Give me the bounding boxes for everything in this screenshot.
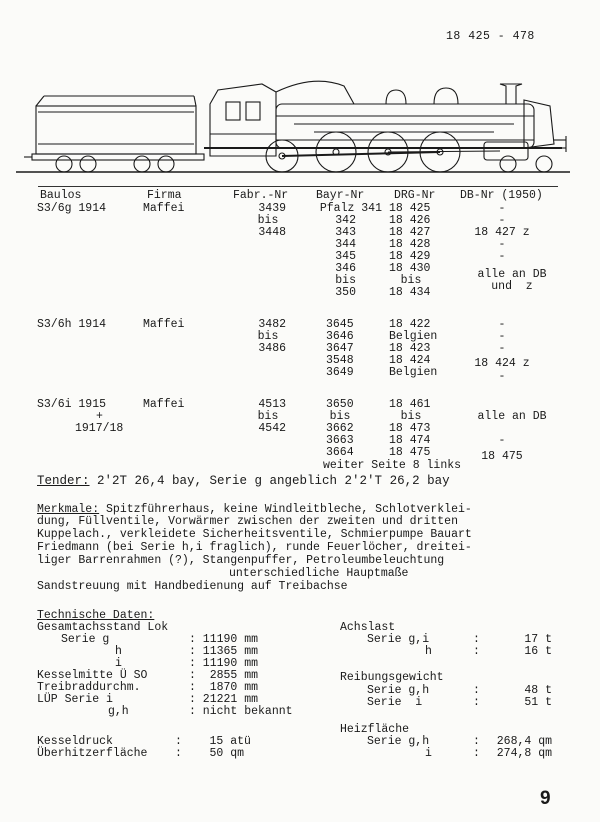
tech-colon: :: [473, 645, 480, 658]
tech-label: Überhitzerfläche: [37, 747, 148, 760]
g2-drg: Belgien: [389, 366, 438, 379]
tech-achslast: Achslast: [340, 621, 396, 634]
header-fabr: Fabr.-Nr: [233, 189, 289, 202]
merkmale-line-2: dung, Füllventile, Vorwärmer zwischen der zweiten und dritten: [37, 515, 458, 528]
merkmale-line-4: Friedmann (bei Serie h,i fraglich), runde Feuerlöcher, dreitei-: [37, 541, 472, 554]
g1-bayr: 350: [335, 286, 356, 299]
g1-bayr: bis: [335, 274, 356, 287]
merkmale-line-7: Sandstreuung mit Handbedienung auf Treibachse: [37, 580, 348, 593]
tech-value: : 21221 mm: [189, 693, 259, 706]
header-baulos: Baulos: [40, 189, 82, 202]
tech-label: Serie g,i: [367, 633, 430, 646]
g3-db: 18 475: [481, 450, 523, 463]
tech-value: 268,4 qm: [496, 735, 552, 748]
merkmale-label: Merkmale:: [37, 503, 100, 516]
g1-db: und z: [491, 280, 533, 293]
g3-baulos: S3/6i 1915: [37, 398, 107, 411]
g3-bayr: 3663: [326, 434, 354, 447]
tech-value: : 11365 mm: [189, 645, 259, 658]
g1-fabr: 3448: [258, 226, 286, 239]
tech-label: Serie g: [61, 633, 110, 646]
tech-label: Serie i: [367, 696, 423, 709]
header-bayr: Bayr-Nr: [316, 189, 365, 202]
g1-drg: 18 429: [389, 250, 431, 263]
tech-value: : 50 qm: [175, 747, 245, 760]
g2-drg: 18 423: [389, 342, 431, 355]
locomotive-drawing: [14, 44, 574, 178]
g1-drg: 18 434: [389, 286, 431, 299]
g2-db: -: [498, 342, 506, 355]
tech-label: g,h: [108, 705, 129, 718]
merkmale-line-3: Kuppelach., verkleidete Sicherheitsventile, Schmierpumpe Bauart: [37, 528, 472, 541]
g1-fabr: bis: [257, 214, 279, 227]
g2-db: -: [498, 318, 506, 331]
g2-drg: 18 424: [389, 354, 431, 367]
g1-drg: 18 425: [389, 202, 431, 215]
g1-drg: bis: [400, 274, 422, 287]
tech-value: : 2855 mm: [189, 669, 259, 682]
tech-colon: :: [473, 747, 480, 760]
g2-drg: 18 422: [389, 318, 431, 331]
g2-fabr: 3486: [258, 342, 286, 355]
tech-label: Serie g,h: [367, 735, 430, 748]
g1-firma: Maffei: [143, 202, 185, 215]
g1-bayr: 342: [335, 214, 356, 227]
g1-baulos: S3/6g 1914: [37, 202, 107, 215]
tech-colon: :: [473, 696, 480, 709]
g2-drg: Belgien: [389, 330, 438, 343]
g1-db: 18 427 z: [474, 226, 530, 239]
merkmale-line-5: liger Barrenrahmen (?), Stangenpuffer, Petroleumbeleuchtung: [37, 554, 445, 567]
tender-line: [37, 474, 450, 488]
tech-label: h: [425, 645, 432, 658]
merkmale-line-6: unterschiedliche Hauptmaße: [229, 567, 409, 580]
tech-title: Technische Daten:: [37, 609, 155, 622]
g1-bayr: 345: [335, 250, 356, 263]
g2-bayr: 3647: [326, 342, 354, 355]
g3-fabr: 4542: [258, 422, 286, 435]
g2-db: -: [498, 330, 506, 343]
g2-firma: Maffei: [143, 318, 185, 331]
tender-text: 2'2T 26,4 bay, Serie g angeblich 2'2'T 26,2 bay: [89, 474, 450, 488]
g3-db: alle an DB: [477, 410, 547, 423]
g3-drg: 18 474: [389, 434, 431, 447]
g1-fabr: 3439: [258, 202, 286, 215]
tech-colon: :: [473, 684, 480, 697]
g1-bayr: Pfalz 341: [319, 202, 382, 215]
header-rule: [38, 186, 558, 187]
tech-label: Kesselmitte Ü SO: [37, 669, 148, 682]
tech-label: Kesseldruck: [37, 735, 113, 748]
g1-db: alle an DB: [477, 268, 547, 281]
g2-db: -: [498, 370, 506, 383]
tech-value: : 11190 mm: [189, 657, 259, 670]
header-drg: DRG-Nr: [394, 189, 436, 202]
page-number: 9: [540, 788, 551, 809]
g1-drg: 18 430: [389, 262, 431, 275]
header-db: DB-Nr (1950): [460, 189, 543, 202]
g1-bayr: 346: [335, 262, 356, 275]
g3-drg: 18 473: [389, 422, 431, 435]
g3-drg: bis: [400, 410, 422, 423]
g3-baulos2: 1917/18: [75, 422, 124, 435]
tech-colon: :: [473, 735, 480, 748]
g1-bayr: 343: [335, 226, 356, 239]
series-range-label: 18 425 - 478: [446, 30, 535, 43]
g2-bayr: 3649: [326, 366, 354, 379]
tech-label: LÜP Serie i: [37, 693, 113, 706]
tech-colon: :: [473, 633, 480, 646]
g3-note: weiter Seite 8 links: [323, 459, 462, 472]
tech-heiz: Heizfläche: [340, 723, 410, 736]
g2-db: 18 424 z: [474, 357, 530, 370]
g3-bayr: 3664: [326, 446, 354, 459]
tech-value: : 11190 mm: [189, 633, 259, 646]
g3-bayr: bis: [329, 410, 351, 423]
tech-value: : 15 atü: [175, 735, 251, 748]
g1-drg: 18 428: [389, 238, 431, 251]
g2-bayr: 3548: [326, 354, 354, 367]
tech-reibung: Reibungsgewicht: [340, 671, 444, 684]
g1-drg: 18 426: [389, 214, 431, 227]
tech-value: : nicht bekannt: [189, 705, 293, 718]
g1-db: -: [498, 238, 506, 251]
tech-value: 51 t: [524, 696, 552, 709]
g1-bayr: 344: [335, 238, 356, 251]
g2-bayr: 3645: [326, 318, 354, 331]
g2-bayr: 3646: [326, 330, 354, 343]
tech-label: Serie g,h: [367, 684, 430, 697]
tech-label: i: [115, 657, 122, 670]
g3-drg: 18 461: [389, 398, 431, 411]
g3-drg: 18 475: [389, 446, 431, 459]
g3-bayr: 3662: [326, 422, 354, 435]
g2-baulos: S3/6h 1914: [37, 318, 107, 331]
g3-firma: Maffei: [143, 398, 185, 411]
tech-label: h: [115, 645, 122, 658]
g3-db: -: [498, 434, 506, 447]
tech-value: 48 t: [524, 684, 552, 697]
g2-fabr: bis: [257, 330, 279, 343]
tech-value: 17 t: [524, 633, 552, 646]
tech-label: i: [425, 747, 432, 760]
tech-value: 274,8 qm: [496, 747, 552, 760]
merkmale-text: Spitzführerhaus, keine Windleitbleche, Schlotverklei-: [99, 503, 472, 516]
g3-fabr: 4513: [258, 398, 286, 411]
tech-achsstand: Gesamtachsstand Lok: [37, 621, 169, 634]
tech-label: Treibraddurchm.: [37, 681, 141, 694]
g1-db: -: [498, 214, 506, 227]
g1-db: -: [498, 202, 506, 215]
tech-value: 16 t: [524, 645, 552, 658]
header-firma: Firma: [147, 189, 182, 202]
g3-plus: +: [96, 410, 103, 423]
g1-drg: 18 427: [389, 226, 431, 239]
g2-fabr: 3482: [258, 318, 286, 331]
g1-db: -: [498, 250, 506, 263]
g3-bayr: 3650: [326, 398, 354, 411]
g3-fabr: bis: [257, 410, 279, 423]
tender-label: Tender:: [37, 474, 90, 488]
tech-value: : 1870 mm: [189, 681, 259, 694]
